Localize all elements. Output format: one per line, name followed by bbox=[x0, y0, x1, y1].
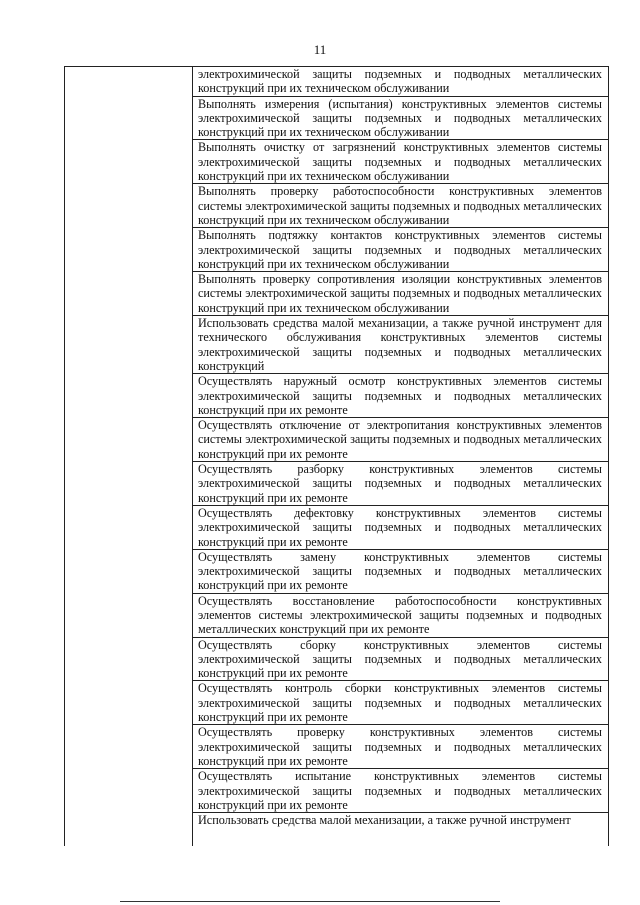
table-row: Выполнять подтяжку контактов конструктивных элементов системы электрохимической защиты подземных и подводных металлических конструкций при их техническом обслуживании bbox=[193, 228, 608, 272]
table-row: Осуществлять разборку конструктивных элементов системы электрохимической защиты подземных и подводных металлических конструкций при их ремонте bbox=[193, 462, 608, 506]
table-row: Осуществлять восстановление работоспособности конструктивных элементов системы электрохимической защиты подземных и подводных металлических конструкций при их ремонте bbox=[193, 594, 608, 638]
scan-edge-line bbox=[120, 901, 500, 902]
table-right-column bbox=[193, 67, 608, 846]
table-row: Осуществлять контроль сборки конструктивных элементов системы электрохимической защиты подземных и подводных металлических конструкций при их ремонте bbox=[193, 681, 608, 725]
table-row: Использовать средства малой механизации, а также ручной инструмент для технического обслуживания конструктивных элементов системы электрохимической защиты подземных и подводных металлических конструкций bbox=[193, 316, 608, 374]
page-number: 11 bbox=[313, 42, 327, 57]
table-row: Выполнять измерения (испытания) конструктивных элементов системы электрохимической защиты подземных и подводных металлических конструкций при их техническом обслуживании bbox=[193, 97, 608, 141]
table-row: Выполнять очистку от загрязнений конструктивных элементов системы электрохимической защиты подземных и подводных металлических конструкций при их техническом обслуживании bbox=[193, 140, 608, 184]
table-row: Выполнять проверку работоспособности конструктивных элементов системы электрохимической защиты подземных и подводных металлических конструкций при их техническом обслуживании bbox=[193, 184, 608, 228]
table-row: Осуществлять наружный осмотр конструктивных элементов системы электрохимической защиты подземных и подводных металлических конструкций при их ремонте bbox=[193, 374, 608, 418]
table-row: электрохимической защиты подземных и подводных металлических конструкций при их техническом обслуживании bbox=[193, 67, 608, 97]
table-left-column bbox=[65, 67, 193, 846]
table-row: Осуществлять отключение от электропитания конструктивных элементов системы электрохимической защиты подземных и подводных металлических конструкций при их ремонте bbox=[193, 418, 608, 462]
table-row: Осуществлять замену конструктивных элементов системы электрохимической защиты подземных и подводных металлических конструкций при их ремонте bbox=[193, 550, 608, 594]
table-row: Осуществлять проверку конструктивных элементов системы электрохимической защиты подземных и подводных металлических конструкций при их ремонте bbox=[193, 725, 608, 769]
skills-table bbox=[64, 66, 609, 846]
table-row: Осуществлять дефектовку конструктивных элементов системы электрохимической защиты подземных и подводных металлических конструкций при их ремонте bbox=[193, 506, 608, 550]
table-row: Выполнять проверку сопротивления изоляции конструктивных элементов системы электрохимической защиты подземных и подводных металлических конструкций при их техническом обслуживании bbox=[193, 272, 608, 316]
table-row: Осуществлять испытание конструктивных элементов системы электрохимической защиты подземных и подводных металлических конструкций при их ремонте bbox=[193, 769, 608, 813]
table-row: Осуществлять сборку конструктивных элементов системы электрохимической защиты подземных и подводных металлических конструкций при их ремонте bbox=[193, 638, 608, 682]
table-row: Использовать средства малой механизации, а также ручной инструмент bbox=[198, 813, 571, 828]
